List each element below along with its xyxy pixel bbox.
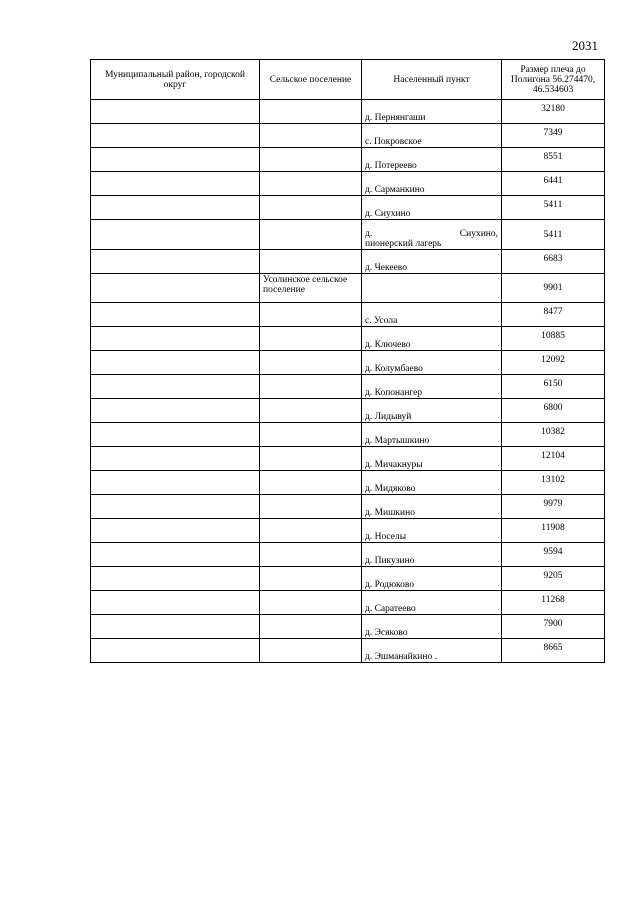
cell-settlement	[260, 567, 362, 591]
localities-table	[90, 59, 605, 663]
cell-settlement	[260, 100, 362, 124]
cell-settlement	[260, 351, 362, 375]
table-row	[91, 327, 605, 351]
cell-settlement	[260, 423, 362, 447]
table-row	[91, 471, 605, 495]
cell-locality: д. Колумбаево	[362, 351, 502, 375]
cell-district	[91, 196, 260, 220]
table-row	[91, 543, 605, 567]
cell-distance: 10885	[502, 327, 605, 351]
cell-district	[91, 250, 260, 274]
cell-district	[91, 124, 260, 148]
cell-distance: 9901	[502, 274, 605, 303]
cell-distance: 6683	[502, 250, 605, 274]
cell-distance: 11268	[502, 591, 605, 615]
cell-settlement	[260, 148, 362, 172]
cell-distance: 9979	[502, 495, 605, 519]
cell-district	[91, 519, 260, 543]
table-row	[91, 303, 605, 327]
cell-locality: д. Ключево	[362, 327, 502, 351]
header-district: Муниципальный район, городской округ	[91, 60, 260, 100]
cell-distance: 8551	[502, 148, 605, 172]
cell-distance: 6441	[502, 172, 605, 196]
cell-locality: д. Мидяково	[362, 471, 502, 495]
cell-settlement	[260, 543, 362, 567]
cell-distance: 13102	[502, 471, 605, 495]
cell-distance: 32180	[502, 100, 605, 124]
cell-settlement	[260, 495, 362, 519]
cell-distance: 8665	[502, 639, 605, 663]
cell-district	[91, 172, 260, 196]
cell-settlement	[260, 220, 362, 250]
cell-locality: д. Мичакнуры	[362, 447, 502, 471]
cell-distance: 12092	[502, 351, 605, 375]
cell-distance: 5411	[502, 220, 605, 250]
cell-settlement	[260, 639, 362, 663]
table-row	[91, 591, 605, 615]
cell-district	[91, 303, 260, 327]
cell-district	[91, 351, 260, 375]
cell-district	[91, 327, 260, 351]
cell-distance: 8477	[502, 303, 605, 327]
cell-settlement	[260, 519, 362, 543]
cell-distance: 10382	[502, 423, 605, 447]
table-row	[91, 250, 605, 274]
cell-locality: д. Эсяково	[362, 615, 502, 639]
cell-settlement	[260, 124, 362, 148]
table-row	[91, 567, 605, 591]
cell-locality: д. Мартышкино	[362, 423, 502, 447]
cell-locality: д. Мишкино	[362, 495, 502, 519]
cell-distance: 12104	[502, 447, 605, 471]
header-distance: Размер плеча до Полигона 56.274470, 46.534603	[502, 60, 605, 100]
cell-settlement	[260, 471, 362, 495]
header-settlement: Сельское поселение	[260, 60, 362, 100]
cell-district	[91, 423, 260, 447]
cell-district	[91, 100, 260, 124]
cell-settlement	[260, 172, 362, 196]
table-row	[91, 639, 605, 663]
table-row	[91, 274, 605, 303]
table-row	[91, 172, 605, 196]
cell-district	[91, 639, 260, 663]
cell-settlement	[260, 399, 362, 423]
table-row	[91, 615, 605, 639]
locality-second-line: пионерский лагерь	[365, 239, 442, 249]
cell-settlement	[260, 375, 362, 399]
cell-locality: с. Усола	[362, 303, 502, 327]
cell-distance: 9205	[502, 567, 605, 591]
cell-distance: 11908	[502, 519, 605, 543]
cell-locality: д. Родюково	[362, 567, 502, 591]
cell-locality: д. Копонангер	[362, 375, 502, 399]
cell-district	[91, 591, 260, 615]
table-row	[91, 196, 605, 220]
cell-locality: д. Сарманкино	[362, 172, 502, 196]
table-header-row	[91, 60, 605, 100]
cell-distance: 7349	[502, 124, 605, 148]
cell-locality: д. Потереево	[362, 148, 502, 172]
cell-settlement	[260, 591, 362, 615]
table-row	[91, 100, 605, 124]
cell-district	[91, 375, 260, 399]
table-row	[91, 495, 605, 519]
locality-prefix: д.	[365, 229, 373, 239]
cell-district	[91, 447, 260, 471]
cell-locality: д. Сиухино	[362, 196, 502, 220]
cell-distance: 7900	[502, 615, 605, 639]
cell-district	[91, 615, 260, 639]
cell-distance: 5411	[502, 196, 605, 220]
table-row	[91, 220, 605, 250]
cell-district	[91, 220, 260, 250]
table-row	[91, 423, 605, 447]
table-row	[91, 399, 605, 423]
locality-first-line	[365, 229, 498, 239]
page-number: 2031	[572, 38, 598, 53]
table-row	[91, 351, 605, 375]
cell-locality: д. Лидывуй	[362, 399, 502, 423]
table-row	[91, 124, 605, 148]
cell-settlement	[260, 303, 362, 327]
locality-name: Сиухино,	[459, 229, 498, 239]
table-row	[91, 148, 605, 172]
cell-locality: д. Эшманайкино .	[362, 639, 502, 663]
cell-distance: 6800	[502, 399, 605, 423]
cell-settlement	[260, 196, 362, 220]
cell-settlement	[260, 447, 362, 471]
cell-locality: д. Саратеево	[362, 591, 502, 615]
cell-district	[91, 567, 260, 591]
cell-locality: д. Носелы	[362, 519, 502, 543]
cell-settlement	[260, 250, 362, 274]
table-row	[91, 447, 605, 471]
cell-locality: д. Чекеево	[362, 250, 502, 274]
cell-locality: д. Пикузино	[362, 543, 502, 567]
cell-settlement	[260, 615, 362, 639]
cell-distance: 9594	[502, 543, 605, 567]
cell-distance: 6150	[502, 375, 605, 399]
cell-locality: с. Покровское	[362, 124, 502, 148]
cell-settlement	[260, 327, 362, 351]
cell-district	[91, 148, 260, 172]
cell-district	[91, 543, 260, 567]
cell-district	[91, 495, 260, 519]
header-locality: Населенный пункт	[362, 60, 502, 100]
cell-locality: д. Пернянгаши	[362, 100, 502, 124]
cell-locality	[362, 220, 502, 250]
cell-district	[91, 399, 260, 423]
cell-locality	[362, 274, 502, 303]
cell-district	[91, 471, 260, 495]
cell-settlement: Усолинское сельское поселение	[260, 274, 362, 303]
table-row	[91, 519, 605, 543]
table-row	[91, 375, 605, 399]
cell-district	[91, 274, 260, 303]
